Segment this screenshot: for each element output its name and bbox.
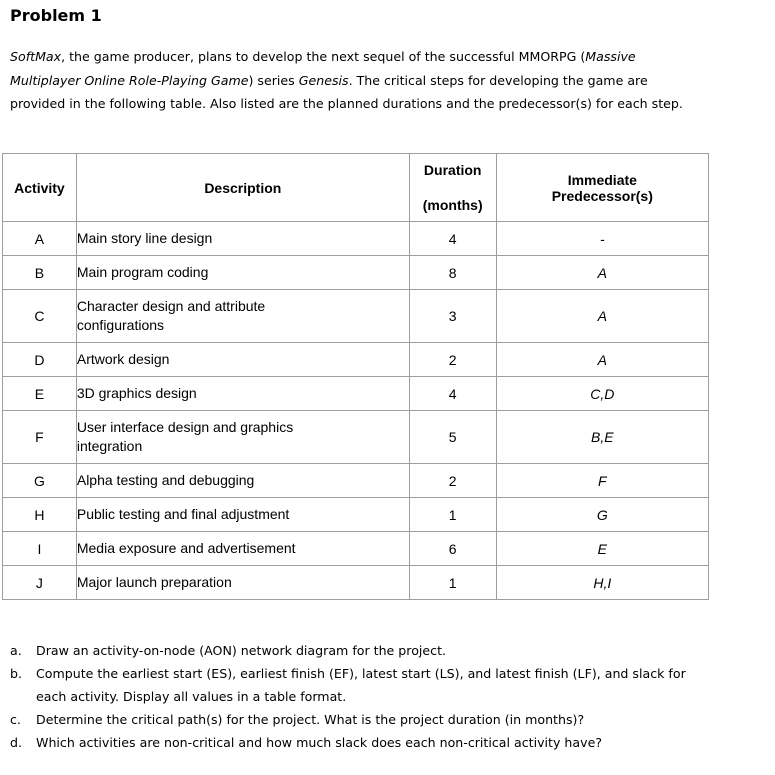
table-row xyxy=(3,290,709,343)
header-description: Description xyxy=(76,154,409,222)
cell-description: Public testing and final adjustment xyxy=(76,498,409,532)
cell-description: Media exposure and advertisement xyxy=(76,532,409,566)
cell-description: Artwork design xyxy=(76,343,409,377)
cell-activity: G xyxy=(3,464,77,498)
cell-duration: 2 xyxy=(409,343,496,377)
question-list xyxy=(10,639,700,754)
question-letter: c. xyxy=(10,712,21,727)
cell-predecessors: H,I xyxy=(496,566,708,600)
question-item xyxy=(10,708,700,731)
cell-duration: 2 xyxy=(409,464,496,498)
header-predecessors xyxy=(496,154,708,222)
cell-activity: C xyxy=(3,290,77,343)
cell-predecessors: E xyxy=(496,532,708,566)
table-row xyxy=(3,222,709,256)
header-duration-line2: (months) xyxy=(422,196,483,213)
header-predecessors-line1: Immediate xyxy=(567,171,637,188)
activity-table xyxy=(2,153,709,600)
cell-predecessors: F xyxy=(496,464,708,498)
table-row xyxy=(3,256,709,290)
problem-title: Problem 1 xyxy=(10,6,102,25)
cell-activity: B xyxy=(3,256,77,290)
header-predecessors-line2: Predecessor(s) xyxy=(551,187,653,204)
intro-part-1: , the game producer, plans to develop the next sequel of the successful MMORPG ( xyxy=(61,49,586,64)
cell-description: Main program coding xyxy=(76,256,409,290)
question-text: Determine the critical path(s) for the project. What is the project duration (in months)? xyxy=(36,712,585,727)
cell-predecessors: A xyxy=(496,343,708,377)
cell-description: Main story line design xyxy=(76,222,409,256)
table-row xyxy=(3,532,709,566)
question-letter: b. xyxy=(10,666,22,681)
cell-activity: J xyxy=(3,566,77,600)
question-letter: d. xyxy=(10,735,22,750)
cell-activity: F xyxy=(3,411,77,464)
cell-duration: 3 xyxy=(409,290,496,343)
intro-part-3: . The critical steps for developing the game are provided in the following table. Also listed are the planned durations and the predecessor(s) for each step. xyxy=(10,72,683,111)
cell-predecessors: B,E xyxy=(496,411,708,464)
table-row xyxy=(3,343,709,377)
question-item xyxy=(10,731,700,754)
header-duration xyxy=(409,154,496,222)
header-activity: Activity xyxy=(3,154,77,222)
cell-duration: 8 xyxy=(409,256,496,290)
company-name: SoftMax xyxy=(10,49,62,64)
cell-predecessors: - xyxy=(496,222,708,256)
cell-description: Major launch preparation xyxy=(76,566,409,600)
table-row xyxy=(3,411,709,464)
question-item xyxy=(10,639,700,662)
intro-part-2: ) series xyxy=(248,72,299,88)
cell-duration: 4 xyxy=(409,377,496,411)
cell-duration: 1 xyxy=(409,566,496,600)
question-text: Which activities are non-critical and how much slack does each non-critical activity have? xyxy=(36,735,603,750)
cell-description: 3D graphics design xyxy=(76,377,409,411)
question-text: Compute the earliest start (ES), earliest finish (EF), latest start (LS), and latest finish (LF), and slack for each activity. Display all values in a table format. xyxy=(36,666,686,704)
cell-predecessors: A xyxy=(496,290,708,343)
table-row xyxy=(3,464,709,498)
cell-duration: 1 xyxy=(409,498,496,532)
cell-activity: I xyxy=(3,532,77,566)
cell-description: Character design and attribute configurations xyxy=(76,290,409,343)
cell-duration: 6 xyxy=(409,532,496,566)
header-duration-line1: Duration xyxy=(423,161,482,178)
table-row xyxy=(3,377,709,411)
table-row xyxy=(3,566,709,600)
table-row xyxy=(3,498,709,532)
mmorpg-expansion: Massive Multiplayer Online Role-Playing Game xyxy=(10,49,636,88)
question-letter: a. xyxy=(10,643,22,658)
cell-duration: 4 xyxy=(409,222,496,256)
cell-predecessors: C,D xyxy=(496,377,708,411)
cell-predecessors: A xyxy=(496,256,708,290)
cell-description: Alpha testing and debugging xyxy=(76,464,409,498)
cell-duration: 5 xyxy=(409,411,496,464)
question-text: Draw an activity-on-node (AON) network diagram for the project. xyxy=(36,643,447,658)
cell-activity: H xyxy=(3,498,77,532)
table-header-row xyxy=(3,154,709,222)
question-item xyxy=(10,662,700,708)
cell-predecessors: G xyxy=(496,498,708,532)
series-name: Genesis xyxy=(298,72,349,88)
cell-activity: A xyxy=(3,222,77,256)
cell-activity: E xyxy=(3,377,77,411)
intro-paragraph xyxy=(10,45,700,116)
cell-activity: D xyxy=(3,343,77,377)
cell-description: User interface design and graphics integration xyxy=(76,411,409,464)
